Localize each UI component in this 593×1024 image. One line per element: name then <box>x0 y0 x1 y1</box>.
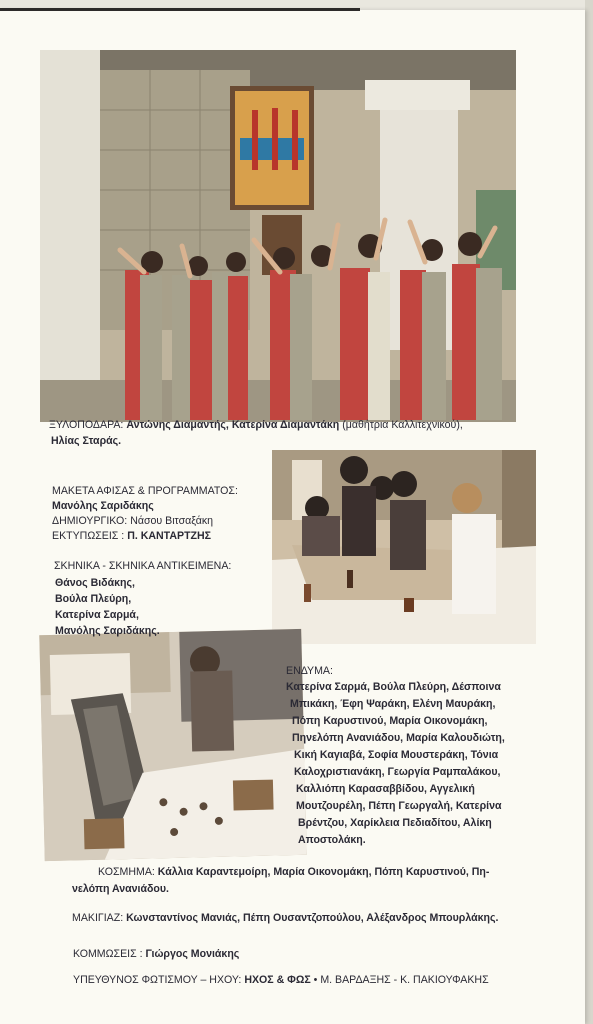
costume-line-1: Κατερίνα Σαρμά, Βούλα Πλεύρη, Δέσποινα <box>286 681 501 693</box>
sets-label: ΣΚΗΝΙΚΑ - ΣΚΗΝΙΚΑ ΑΝΤΙΚΕΙΜΕΝΑ: <box>54 560 232 572</box>
creative-label: ΔΗΜΙΟΥΡΓΙΚΟ: <box>52 515 128 527</box>
jewelry-names: Κάλλια Καραντεμοίρη, Μαρία Οικονομάκη, Πόπη Καρυστινού, Πη- <box>157 866 490 878</box>
lighting-names: • Μ. ΒΑΡΔΑΞΗΣ - Κ. ΠΑΚΙΟΥΦΑΚΗΣ <box>313 974 489 986</box>
jewelry-credit <box>98 865 489 880</box>
costume-line-10: Αποστολάκη. <box>298 834 366 846</box>
makeup-label: ΜΑΚΙΓΙΑΖ: <box>72 912 124 924</box>
xylopodara-label: ΞΥΛΟΠΟΔΑΡΑ: <box>49 419 124 431</box>
lighting-label: ΥΠΕΥΘΥΝΟΣ ΦΩΤΙΣΜΟΥ – ΗΧΟΥ: <box>73 974 242 986</box>
print-name: Π. ΚΑΝΤΑΡΤΖΗΣ <box>127 530 212 542</box>
workshop-photo <box>272 450 536 644</box>
xylopodara-credit <box>49 418 463 433</box>
performers-photo <box>40 50 516 422</box>
creative-name: Νάσου Βιτσαξάκη <box>130 515 214 527</box>
costume-line-8: Μουτζουρέλη, Πέπη Γεωργαλή, Κατερίνα <box>296 800 502 812</box>
costume-line-2: Μπικάκη, Έφη Ψαράκη, Ελένη Μαυράκη, <box>290 698 496 710</box>
sets-name-1: Θάνος Βιδάκης, <box>55 577 135 589</box>
xylopodara-names: Αντώνης Διαμαντής, Κατερίνα Διαμαντάκη <box>126 419 340 431</box>
costume-label: ΕΝΔΥΜΑ: <box>286 665 333 677</box>
xylopodara-names-2: Ηλίας Σταράς. <box>51 435 122 447</box>
makeup-names: Κωνσταντίνος Μανιάς, Πέπη Ουσαντζοπούλου, Αλέξανδρος Μπουρλάκης. <box>126 912 499 924</box>
lighting-credit <box>73 973 489 988</box>
print-credit <box>52 529 211 544</box>
costume-line-6: Καλοχριστιανάκη, Γεωργία Ραμπαλάκου, <box>294 766 501 778</box>
costume-line-3: Πόπη Καρυστινού, Μαρία Οικονομάκη, <box>292 715 488 727</box>
creative-credit <box>52 514 213 529</box>
sets-name-4: Μανόλης Σαριδάκης. <box>55 625 160 637</box>
jewelry-label: ΚΟΣΜΗΜΑ: <box>98 866 155 878</box>
top-rule <box>0 8 360 11</box>
hair-label: ΚΟΜΜΩΣΕΙΣ : <box>73 948 143 960</box>
costume-line-4: Πηνελόπη Ανανιάδου, Μαρία Καλουδιώτη, <box>292 732 505 744</box>
costume-line-7: Καλλιόπη Καρασαββίδου, Αγγελική <box>296 783 475 795</box>
lighting-company: ΗΧΟΣ & ΦΩΣ <box>244 974 311 986</box>
makeup-credit <box>72 911 498 926</box>
crafting-photo <box>39 629 306 861</box>
page-edge <box>585 0 593 1024</box>
poster-name: Μανόλης Σαριδάκης <box>52 500 154 512</box>
hair-name: Γιώργος Μονιάκης <box>145 948 240 960</box>
sets-name-3: Κατερίνα Σαρμά, <box>55 609 139 621</box>
jewelry-names-2: νελόπη Ανανιάδου. <box>72 883 170 895</box>
print-label: ΕΚΤΥΠΩΣΕΙΣ : <box>52 530 125 542</box>
costume-line-9: Βρέντζου, Χαρίκλεια Πεδιαδίτου, Αλίκη <box>298 817 492 829</box>
costume-line-5: Κική Καγιαβά, Σοφία Μουστεράκη, Τόνια <box>294 749 499 761</box>
hair-credit <box>73 947 239 962</box>
sets-name-2: Βούλα Πλεύρη, <box>55 593 132 605</box>
xylopodara-note: (μαθήτρια Καλλιτεχνικού), <box>342 419 463 431</box>
poster-label: ΜΑΚΕΤΑ ΑΦΙΣΑΣ & ΠΡΟΓΡΑΜΜΑΤΟΣ: <box>52 485 238 497</box>
